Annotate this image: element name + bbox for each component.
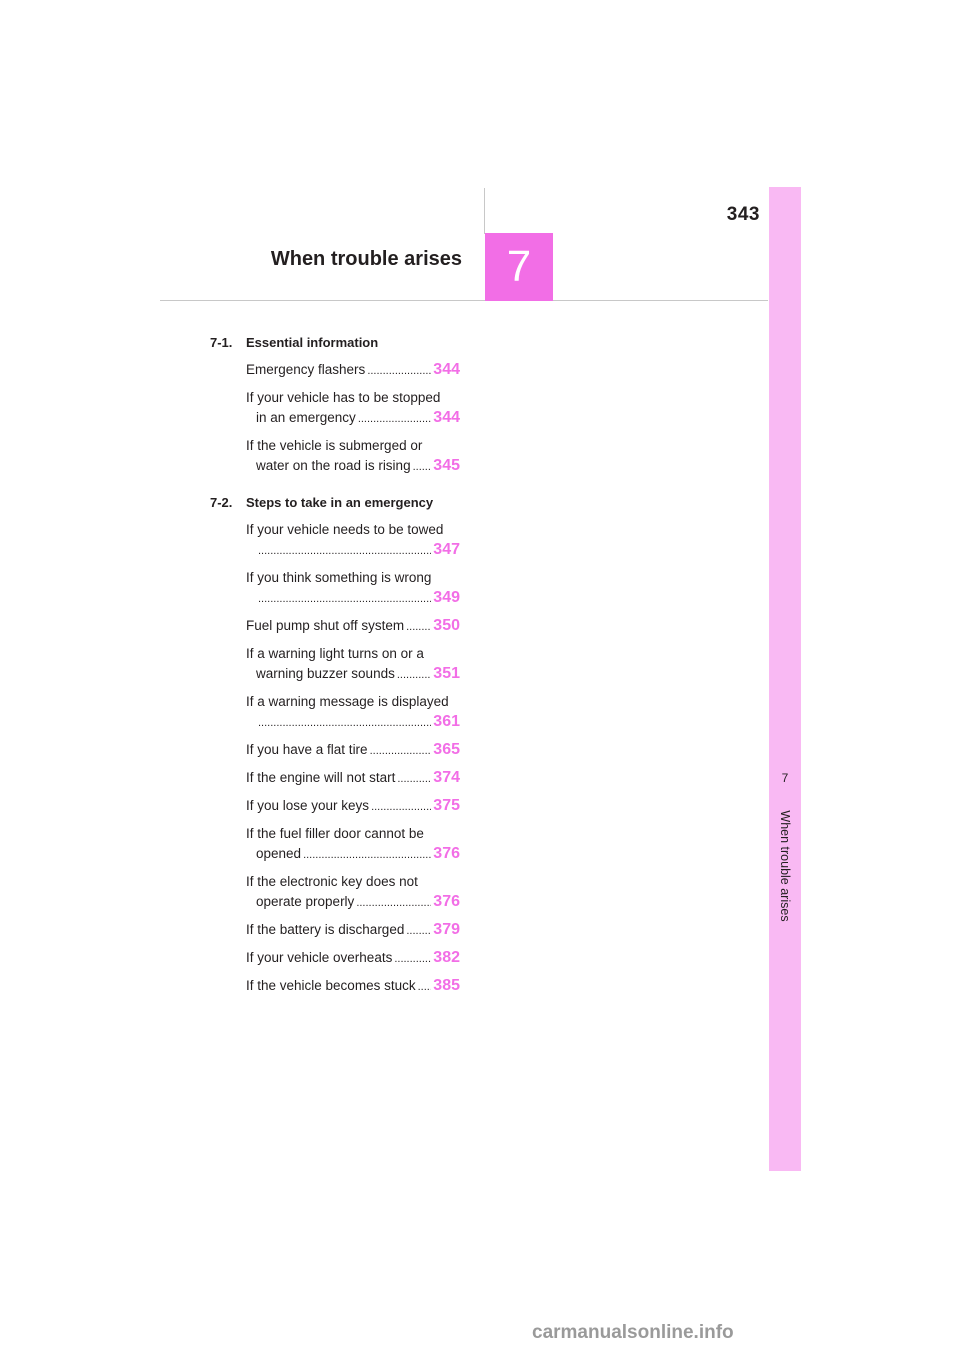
toc-page-link[interactable]: 375 bbox=[433, 797, 460, 814]
toc-page-link[interactable]: 376 bbox=[433, 893, 460, 910]
header-divider-vertical bbox=[484, 188, 485, 234]
toc-entry-title: If a warning message is displayed bbox=[246, 694, 449, 709]
toc-entry[interactable] bbox=[246, 796, 460, 817]
toc-entry[interactable] bbox=[246, 872, 460, 913]
toc-page-link[interactable]: 350 bbox=[433, 617, 460, 634]
toc-entry[interactable] bbox=[246, 920, 460, 941]
toc-page-link[interactable]: 361 bbox=[433, 713, 460, 730]
toc-entry-title: If your vehicle needs to be towed bbox=[246, 522, 444, 537]
section-number: 7-1. bbox=[210, 335, 233, 350]
toc-entry[interactable] bbox=[246, 360, 460, 381]
toc-entry-title-end: If the vehicle becomes stuck bbox=[246, 978, 416, 993]
toc-entry[interactable] bbox=[246, 976, 460, 997]
dot-leader bbox=[406, 617, 431, 637]
section-heading bbox=[210, 493, 460, 513]
toc-entry-title-end: warning buzzer sounds bbox=[256, 666, 395, 681]
toc-entry-title-end: operate properly bbox=[256, 894, 355, 909]
toc-entry-title: If your vehicle has to be stopped bbox=[246, 390, 441, 405]
dot-leader bbox=[413, 457, 432, 477]
section-title: Steps to take in an emergency bbox=[246, 495, 434, 510]
dot-leader bbox=[367, 361, 431, 381]
toc-entry-title: If a warning light turns on or a bbox=[246, 646, 424, 661]
dot-leader bbox=[418, 977, 432, 997]
dot-leader bbox=[258, 713, 431, 733]
toc-entry-title-end: If you lose your keys bbox=[246, 798, 370, 813]
toc-entry[interactable] bbox=[246, 644, 460, 685]
toc-page-link[interactable]: 351 bbox=[433, 665, 460, 682]
toc-entry-title-end: If you have a flat tire bbox=[246, 742, 368, 757]
section-number: 7-2. bbox=[210, 495, 233, 510]
section-heading bbox=[210, 333, 460, 353]
toc-entry[interactable] bbox=[246, 568, 460, 609]
toc-entry[interactable] bbox=[246, 616, 460, 637]
chapter-number-box: 7 bbox=[485, 233, 553, 301]
table-of-contents bbox=[210, 333, 460, 997]
toc-entry[interactable] bbox=[246, 692, 460, 733]
toc-entry[interactable] bbox=[246, 768, 460, 789]
dot-leader bbox=[258, 589, 431, 609]
dot-leader bbox=[406, 921, 431, 941]
watermark: carmanualsonline.info bbox=[532, 1322, 734, 1343]
toc-page-link[interactable]: 374 bbox=[433, 769, 460, 786]
section-title: Essential information bbox=[246, 335, 379, 350]
chapter-title: When trouble arises bbox=[270, 248, 462, 270]
toc-entry-title-end: water on the road is rising bbox=[256, 458, 411, 473]
toc-entry-title-end: Emergency flashers bbox=[246, 362, 366, 377]
dot-leader bbox=[370, 741, 432, 761]
toc-entry[interactable] bbox=[246, 948, 460, 969]
dot-leader bbox=[356, 893, 431, 913]
toc-entry-title: If the vehicle is submerged or bbox=[246, 438, 423, 453]
page-number: 343 bbox=[726, 204, 760, 225]
toc-entry-title-end: in an emergency bbox=[256, 410, 356, 425]
dot-leader bbox=[394, 949, 431, 969]
toc-entry[interactable] bbox=[246, 436, 460, 477]
toc-page-link[interactable]: 347 bbox=[433, 541, 460, 558]
dot-leader bbox=[397, 665, 431, 685]
toc-entry-title: If the fuel filler door cannot be bbox=[246, 826, 424, 841]
toc-page-link[interactable]: 376 bbox=[433, 845, 460, 862]
toc-entry[interactable] bbox=[246, 740, 460, 761]
dot-leader bbox=[303, 845, 431, 865]
toc-page-link[interactable]: 382 bbox=[433, 949, 460, 966]
toc-page-link[interactable]: 344 bbox=[433, 361, 460, 378]
toc-page-link[interactable]: 365 bbox=[433, 741, 460, 758]
toc-entry-title-end: opened bbox=[256, 846, 302, 861]
dot-leader bbox=[258, 541, 431, 561]
toc-entry[interactable] bbox=[246, 520, 460, 561]
toc-entry-title-end: If the battery is discharged bbox=[246, 922, 405, 937]
toc-page-link[interactable]: 344 bbox=[433, 409, 460, 426]
toc-entry[interactable] bbox=[246, 388, 460, 429]
side-tab-label: When trouble arises bbox=[778, 810, 792, 922]
toc-entry-title-end: If your vehicle overheats bbox=[246, 950, 393, 965]
toc-entry-title-end: Fuel pump shut off system bbox=[246, 618, 405, 633]
dot-leader bbox=[397, 769, 431, 789]
toc-entry-title: If you think something is wrong bbox=[246, 570, 432, 585]
toc-page-link[interactable]: 345 bbox=[433, 457, 460, 474]
toc-entry[interactable] bbox=[246, 824, 460, 865]
toc-page-link[interactable]: 379 bbox=[433, 921, 460, 938]
side-chapter-tab[interactable] bbox=[769, 187, 801, 1171]
header-divider-horizontal bbox=[160, 300, 768, 301]
toc-entry-title-end: If the engine will not start bbox=[246, 770, 396, 785]
toc-entry-title: If the electronic key does not bbox=[246, 874, 418, 889]
toc-page-link[interactable]: 385 bbox=[433, 977, 460, 994]
dot-leader bbox=[371, 797, 431, 817]
dot-leader bbox=[358, 409, 431, 429]
side-tab-number: 7 bbox=[781, 771, 789, 785]
toc-page-link[interactable]: 349 bbox=[433, 589, 460, 606]
